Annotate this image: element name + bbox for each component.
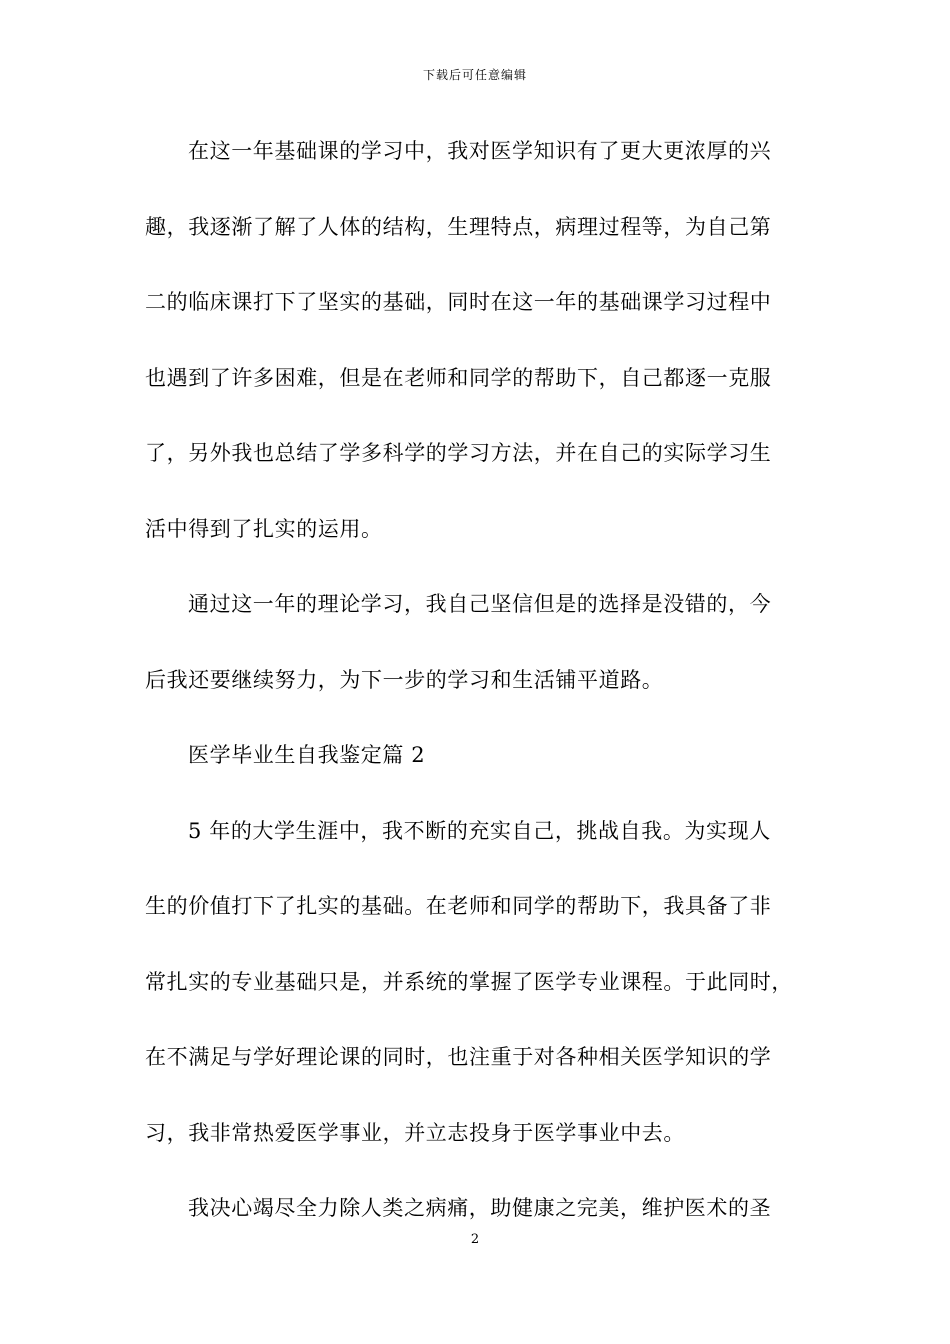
text-line: 习，我非常热爱医学事业，并立志投身于医学事业中去。 <box>145 1120 685 1145</box>
text-line: 5 年的大学生涯中，我不断的充实自己，挑战自我。为实现人 <box>188 818 771 843</box>
text-line: 常扎实的专业基础只是，并系统的掌握了医学专业课程。于此同时， <box>145 969 793 994</box>
text-line: 在这一年基础课的学习中，我对医学知识有了更大更浓厚的兴 <box>188 139 772 163</box>
document-body <box>145 132 823 1265</box>
text-line: 也遇到了许多困难，但是在老师和同学的帮助下，自己都逐一克服 <box>145 365 772 390</box>
text-line: 活中得到了扎实的运用。 <box>145 516 383 541</box>
page-header: 下载后可任意编辑 <box>422 68 527 82</box>
section-heading: 医学毕业生自我鉴定篇 2 <box>188 743 426 767</box>
text-line: 通过这一年的理论学习，我自己坚信但是的选择是没错的，今 <box>188 592 772 616</box>
text-line: 趣，我逐渐了解了人体的结构，生理特点，病理过程等，为自己第 <box>145 214 772 239</box>
text-line: 了，另外我也总结了学多科学的学习方法，并在自己的实际学习生 <box>145 441 772 465</box>
text-line: 生的价值打下了扎实的基础。在老师和同学的帮助下，我具备了非 <box>145 894 772 918</box>
text-line: 在不满足与学好理论课的同时，也注重于对各种相关医学知识的学 <box>145 1045 772 1069</box>
text-line: 后我还要继续努力，为下一步的学习和生活铺平道路。 <box>145 667 664 692</box>
page-number: 2 <box>470 1232 480 1247</box>
text-line: 二的临床课打下了坚实的基础，同时在这一年的基础课学习过程中 <box>145 290 772 314</box>
text-line: 我决心竭尽全力除人类之病痛，助健康之完美，维护医术的圣 <box>188 1196 772 1220</box>
